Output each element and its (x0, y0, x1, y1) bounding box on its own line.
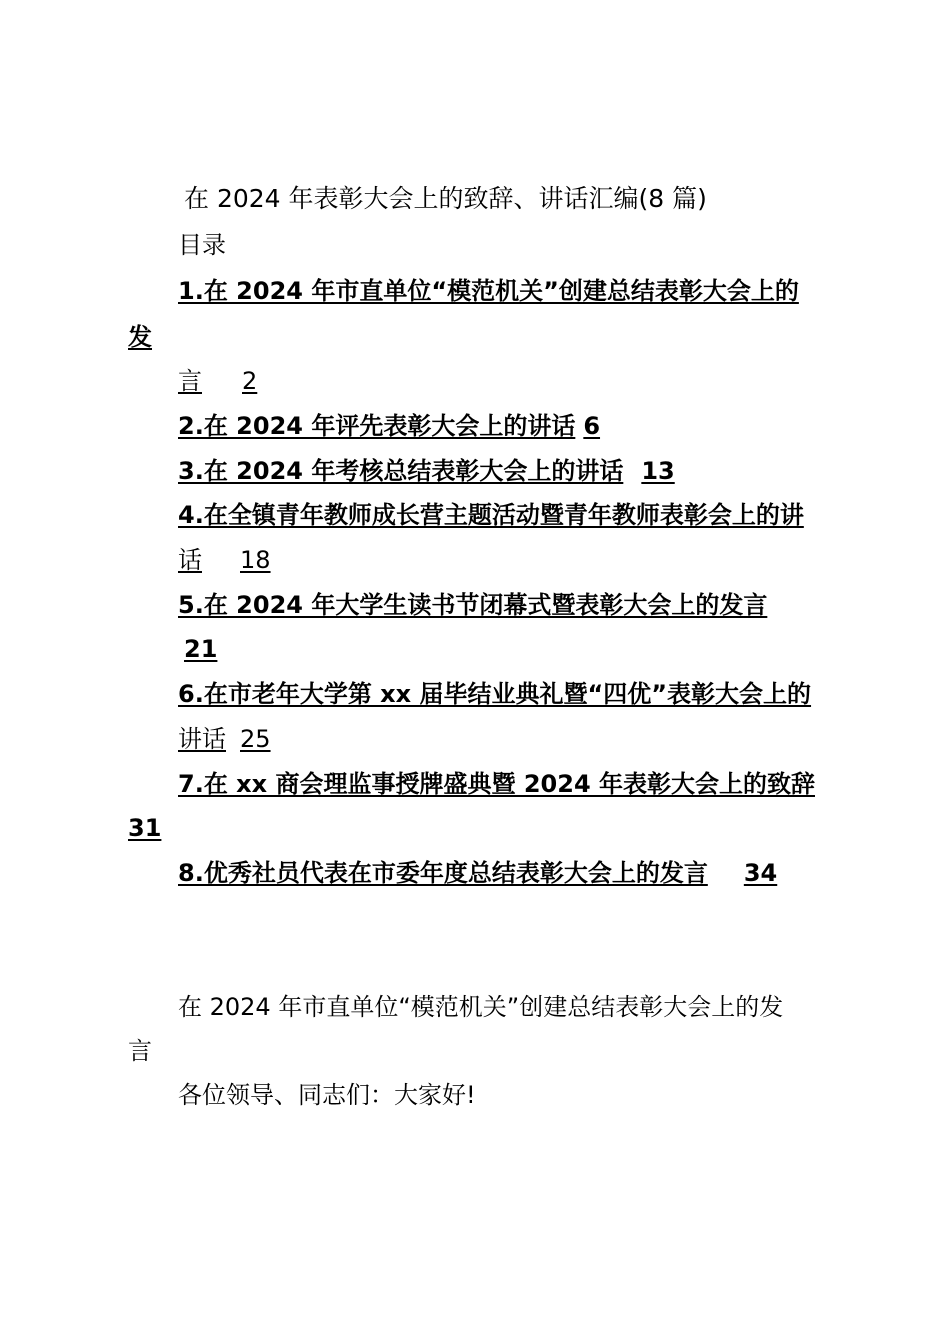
greeting: 各位领导、同志们：大家好! (178, 1081, 476, 1109)
toc-item-8[interactable]: 8.优秀社员代表在市委年度总结表彰大会上的发言 34 (178, 859, 778, 887)
toc-page-5: 21 (184, 635, 218, 663)
toc-item-1-wrap[interactable]: 发 (128, 323, 152, 351)
toc-item-5-wrap[interactable] (128, 634, 217, 664)
toc-item-7[interactable]: 7.在 xx 商会理监事授牌盛典暨 2024 年表彰大会上的致辞 (178, 770, 815, 798)
toc-item-6-wrap[interactable]: 讲话 25 (178, 725, 271, 753)
toc-item-1-wrap-2[interactable]: 言 2 (178, 367, 258, 395)
toc-item-4-wrap[interactable]: 话 18 (178, 546, 271, 574)
toc-page-8: 34 (743, 859, 778, 887)
toc-item-3[interactable]: 3.在 2024 年考核总结表彰大会上的讲话 13 (178, 457, 675, 485)
toc-page-4: 18 (240, 546, 271, 574)
toc-page-7[interactable]: 31 (128, 814, 162, 842)
toc-page-3: 13 (641, 457, 675, 485)
toc-item-5[interactable]: 5.在 2024 年大学生读书节闭幕式暨表彰大会上的发言 (178, 591, 768, 619)
document-title: 在 2024 年表彰大会上的致辞、讲话汇编(8 篇) (184, 184, 707, 213)
toc-item-4[interactable]: 4.在全镇青年教师成长营主题活动暨青年教师表彰会上的讲 (178, 501, 804, 529)
toc-heading: 目录 (178, 231, 226, 259)
toc-item-6[interactable]: 6.在市老年大学第 xx 届毕结业典礼暨“四优”表彰大会上的 (178, 680, 812, 708)
toc-item-1[interactable]: 1.在 2024 年市直单位“模范机关”创建总结表彰大会上的 (178, 277, 799, 305)
toc-page-1: 2 (242, 367, 258, 395)
section-heading: 在 2024 年市直单位“模范机关”创建总结表彰大会上的发 (178, 993, 784, 1021)
toc-page-2: 6 (583, 412, 601, 440)
toc-page-6: 25 (240, 725, 271, 753)
toc-item-2[interactable]: 2.在 2024 年评先表彰大会上的讲话 6 (178, 412, 601, 440)
section-heading-wrap: 言 (128, 1037, 152, 1065)
